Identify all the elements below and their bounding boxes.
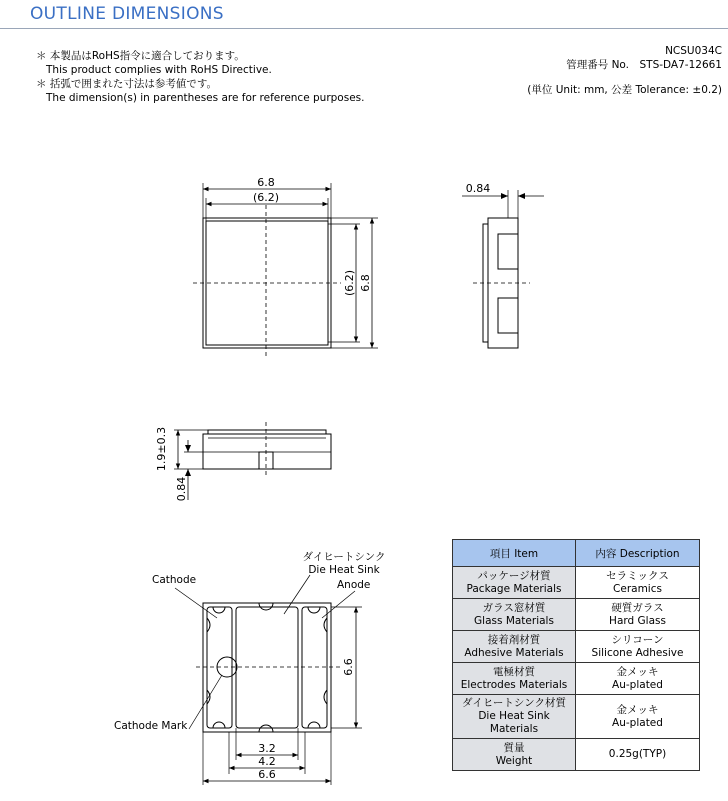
side-terminal-lower <box>498 298 518 333</box>
table-row <box>453 739 700 771</box>
side-thickness-label: 0.84 <box>465 182 491 195</box>
side-terminal-upper <box>498 234 518 269</box>
side-view <box>462 190 544 348</box>
note-rohs-jp: ＊ 本製品はRoHS指令に適合しております。 <box>36 50 245 62</box>
anode-leader <box>322 591 355 618</box>
note-reference-en: The dimension(s) in parentheses are for reference purposes. <box>46 92 365 104</box>
cathode-pad <box>207 607 232 728</box>
cathode-mark-label: Cathode Mark <box>114 720 188 732</box>
bottom-package-outline <box>203 603 331 732</box>
top-height-label: 6.8 <box>359 274 372 292</box>
page-title: OUTLINE DIMENSIONS <box>30 4 224 24</box>
die-heat-sink-label-jp: ダイヒートシンク <box>302 551 386 563</box>
cathode-label: Cathode <box>152 574 197 586</box>
item-cell: ダイヒートシンク材質 Die Heat Sink Materials <box>453 695 576 739</box>
dim-6-6-label: 6.6 <box>258 768 276 781</box>
tolerance-note: (単位 Unit: mm, 公差 Tolerance: ±0.2) <box>527 84 722 96</box>
front-base-label: 0.84 <box>175 476 188 502</box>
header-item: 項目 Item <box>453 540 576 567</box>
table-row <box>453 567 700 599</box>
description-cell: 金メッキ Au-plated <box>576 695 700 739</box>
table-header-row <box>453 540 700 567</box>
item-cell: 接着剤材質 Adhesive Materials <box>453 631 576 663</box>
top-width-ref-label: (6.2) <box>252 191 280 204</box>
description-cell: 金メッキ Au-plated <box>576 663 700 695</box>
materials-table <box>452 539 700 771</box>
part-number: NCSU034C <box>665 45 722 57</box>
dim-4-2-label: 4.2 <box>258 755 276 768</box>
description-cell: シリコーン Silicone Adhesive <box>576 631 700 663</box>
dim-3-2-label: 3.2 <box>258 742 276 755</box>
top-width-label: 6.8 <box>257 176 275 189</box>
table-row <box>453 599 700 631</box>
table-row <box>453 663 700 695</box>
item-cell: 電極材質 Electrodes Materials <box>453 663 576 695</box>
table-row <box>453 631 700 663</box>
item-cell: パッケージ材質 Package Materials <box>453 567 576 599</box>
bottom-height-label: 6.6 <box>342 658 355 676</box>
description-cell: 硬質ガラス Hard Glass <box>576 599 700 631</box>
front-view <box>174 422 331 500</box>
header-description: 内容 Description <box>576 540 700 567</box>
description-cell: 0.25g(TYP) <box>576 739 700 771</box>
item-cell: ガラス窓材質 Glass Materials <box>453 599 576 631</box>
die-heat-sink-label-en: Die Heat Sink <box>308 564 380 576</box>
cathode-mark-leader <box>189 675 222 729</box>
note-reference-jp: ＊ 括弧で囲まれた寸法は参考値です。 <box>36 78 217 90</box>
top-height-ref-label: (6.2) <box>343 269 356 297</box>
description-cell: セラミックス Ceramics <box>576 567 700 599</box>
table-row <box>453 695 700 739</box>
note-rohs-en: This product complies with RoHS Directive. <box>46 64 272 76</box>
item-cell: 質量 Weight <box>453 739 576 771</box>
anode-label: Anode <box>337 579 371 591</box>
front-glass-outline <box>208 430 326 434</box>
anode-pad <box>302 607 327 728</box>
front-height-label: 1.9±0.3 <box>155 426 168 472</box>
die-heat-sink-pad <box>236 607 298 728</box>
document-number: 管理番号 No. STS-DA7-12661 <box>566 59 722 71</box>
